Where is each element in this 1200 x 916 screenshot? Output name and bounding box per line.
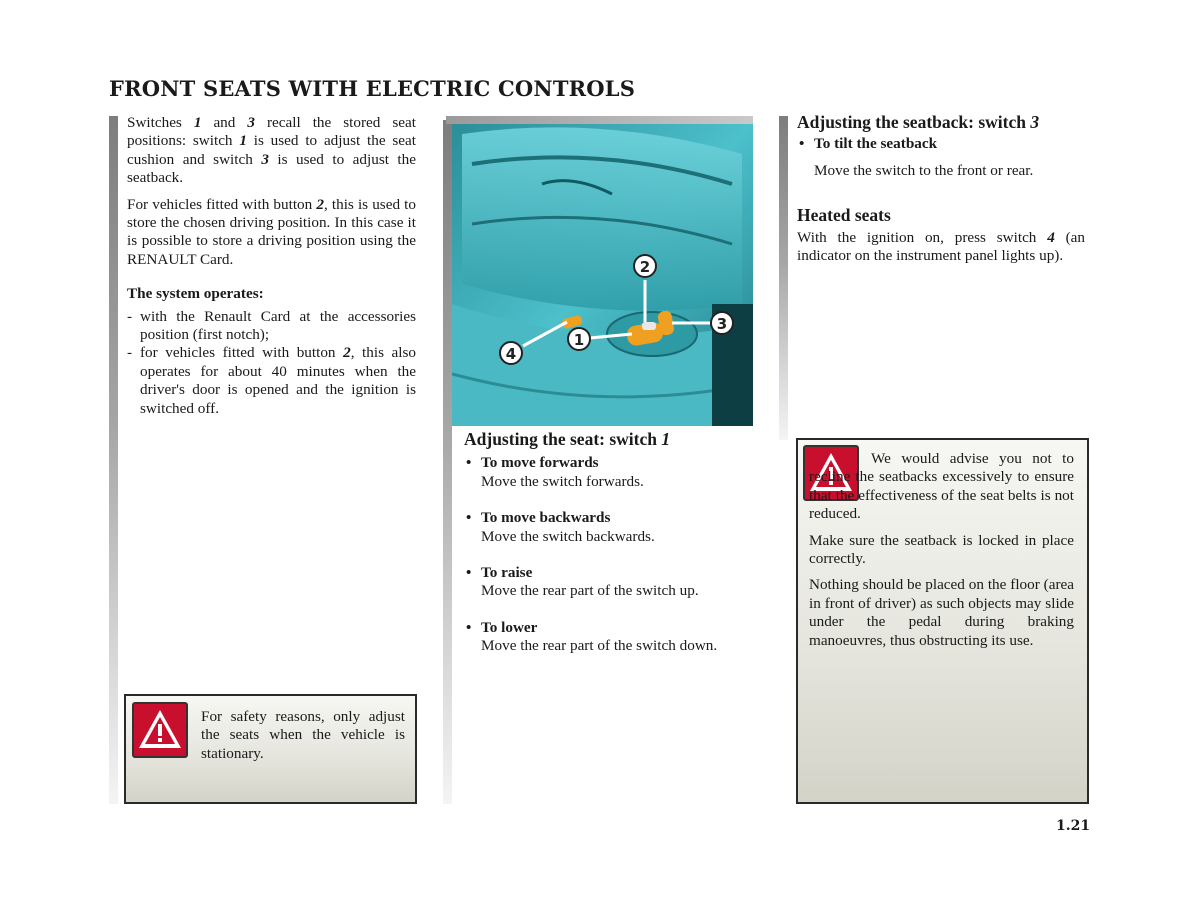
heated-seats-paragraph: With the ignition on, press switch 4 (an indicator on the instrument panel lights up). [797,228,1085,265]
callout-2 [634,255,656,277]
svg-text:3: 3 [716,315,728,333]
button-2-paragraph: For vehicles fitted with button 2, this is used to store the chosen driving position. In this case it is possible to store a driving position using the RENAULT Card. [127,195,416,268]
seatback-warning-text [809,450,1074,650]
svg-text:4: 4 [505,345,517,363]
adjust-seatback-heading: Adjusting the seatback: switch 3 [797,112,1040,132]
system-operates-heading: The system operates: [127,285,264,303]
system-conditions-list [127,308,416,418]
page-number: 1.21 [1056,818,1091,834]
photo-frame [446,116,753,124]
safety-warning-box [124,694,417,804]
svg-text:1: 1 [573,331,585,349]
warning-paragraph: Nothing should be placed on the floor (area in front of driver) as such objects may slide under the pedal during braking manoeuvres, thus obstructing its use. [809,576,1074,649]
right-column [797,113,1085,273]
safety-warning-text: For safety reasons, only adjust the seats when the vehicle is stationary. [201,708,405,762]
warning-paragraph: We would advise you not to recline the seatbacks excessively to ensure that the effectiveness of the seat belts is not reduced. [809,450,1074,523]
list-item: • To move forwards Move the switch forwards. [466,454,644,490]
callout-1 [568,328,590,350]
seatback-warning-box [796,438,1089,804]
callout-3 [711,312,733,334]
adjust-seat-heading: Adjusting the seat: switch 1 [464,429,671,449]
left-column [127,114,416,418]
right-column-bar [779,116,788,440]
intro-paragraph: Switches 1 and 3 recall the stored seat positions: switch 1 is used to adjust the seat cushion and switch 3 is used to adjust the seatback. [127,114,416,187]
middle-column-bar [443,120,452,804]
callout-4 [500,342,522,364]
seat-controls-photo [452,124,753,426]
warning-paragraph: Make sure the seatback is locked in place correctly. [809,531,1074,568]
list-item: • To raise Move the rear part of the switch up. [466,564,699,600]
list-item: • To move backwards Move the switch backwards. [466,509,655,545]
list-item: - with the Renault Card at the accessories position (first notch); [127,307,416,344]
page-title: FRONT SEATS WITH ELECTRIC CONTROLS [109,76,636,101]
heated-seats-heading: Heated seats [797,205,891,226]
middle-column [464,430,753,674]
svg-text:2: 2 [639,258,651,276]
list-item: • To tilt the seatback Move the switch to the front or rear. [799,135,1034,179]
list-item: • To lower Move the rear part of the switch down. [466,618,718,655]
list-item: - for vehicles fitted with button 2, this also operates for about 40 minutes when the driver's door is opened and the ignition is switched off. [127,344,416,417]
warning-triangle-icon [132,702,188,758]
left-column-bar [109,116,118,804]
